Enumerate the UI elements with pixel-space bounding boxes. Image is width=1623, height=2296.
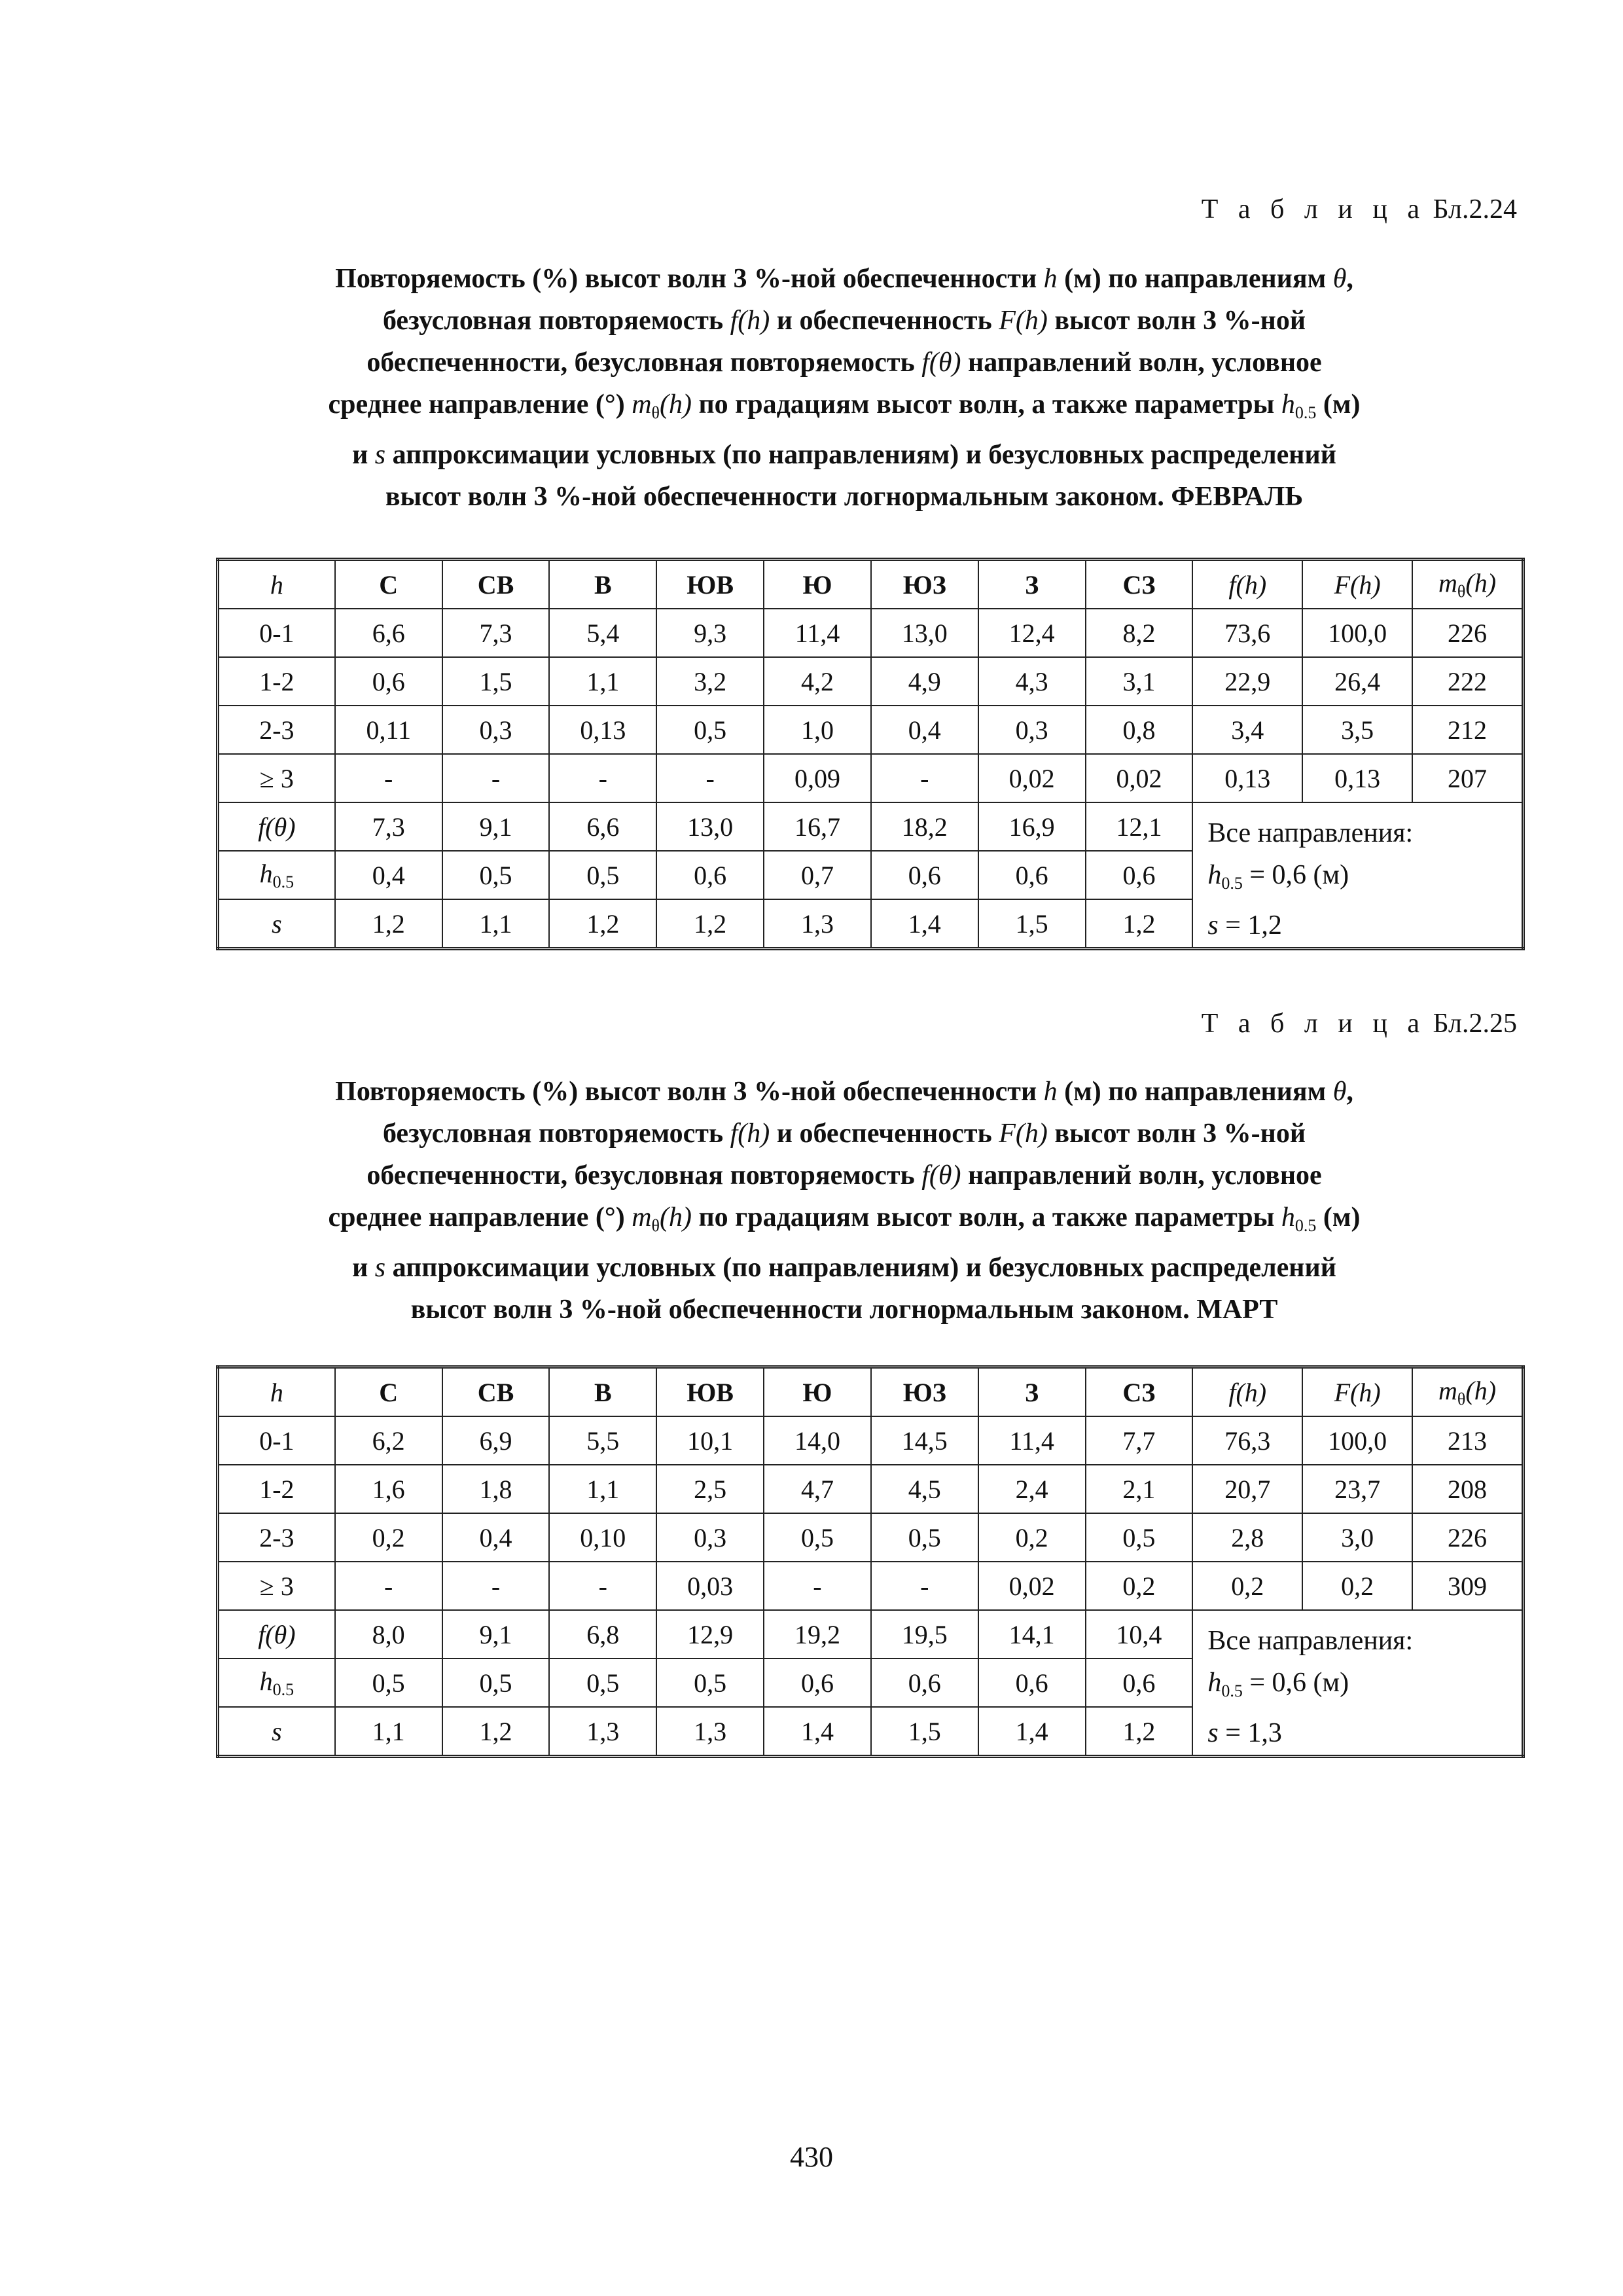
row-label: ≥ 3 bbox=[218, 1562, 335, 1610]
table-cell: 4,3 bbox=[978, 657, 1086, 706]
table-cell: 0,4 bbox=[442, 1513, 550, 1562]
table-header-row bbox=[218, 1367, 1524, 1417]
header-dir: ЮЗ bbox=[871, 560, 978, 609]
table-row bbox=[218, 1513, 1524, 1562]
all-directions-title: Все направления: bbox=[1207, 818, 1414, 848]
table-cell: 0,6 bbox=[978, 851, 1086, 899]
table-cell: 3,2 bbox=[656, 657, 764, 706]
table-cell: 1,2 bbox=[335, 899, 442, 949]
all-directions-h05: $h_{0.5} = 0,6$ (м) bbox=[1207, 860, 1349, 893]
table-cell: 0,3 bbox=[978, 706, 1086, 754]
table-cell: 0,2 bbox=[1302, 1562, 1412, 1610]
table-row bbox=[218, 1562, 1524, 1610]
table-cell: 0,6 bbox=[1086, 1659, 1193, 1707]
table-cell: 1,3 bbox=[764, 899, 871, 949]
table-cell: 0,13 bbox=[549, 706, 656, 754]
table-cell: 0,6 bbox=[764, 1659, 871, 1707]
table-cell: 2,1 bbox=[1086, 1465, 1193, 1513]
row-label: 0-1 bbox=[218, 1416, 335, 1465]
table-cell: 0,13 bbox=[1302, 754, 1412, 802]
table-cell: 1,1 bbox=[549, 1465, 656, 1513]
row-label: s bbox=[218, 1707, 335, 1757]
table-cell: 1,2 bbox=[549, 899, 656, 949]
table-cell: 11,4 bbox=[764, 609, 871, 657]
all-directions-h05: $h_{0.5} = 0,6$ (м) bbox=[1207, 1668, 1349, 1700]
table-cell: 0,6 bbox=[871, 1659, 978, 1707]
table-cell: 19,2 bbox=[764, 1610, 871, 1659]
table-cell: 0,02 bbox=[1086, 754, 1193, 802]
table-cell: 10,4 bbox=[1086, 1610, 1193, 1659]
table-row bbox=[218, 754, 1524, 802]
table-row bbox=[218, 1465, 1524, 1513]
all-directions-s: s = 1,3 bbox=[1207, 1718, 1282, 1748]
table-cell: 18,2 bbox=[871, 802, 978, 851]
table-cell: 0,5 bbox=[549, 1659, 656, 1707]
table-cell: 0,2 bbox=[1086, 1562, 1193, 1610]
table-cell: 6,6 bbox=[335, 609, 442, 657]
table-cell: 2,8 bbox=[1192, 1513, 1302, 1562]
table-cell: 5,5 bbox=[549, 1416, 656, 1465]
table-cell: 0,11 bbox=[335, 706, 442, 754]
table-cell: 1,2 bbox=[1086, 1707, 1193, 1757]
table-cell: 0,3 bbox=[442, 706, 550, 754]
table-caption: Повторяемость (%) высот волн 3 %-ной обеспеченности h (м) по направлениям θ, безусловная повторяемость f(h) и обеспеченность F(h) высот волн 3 %-ной обеспеченности, безусловная повторяемость f(θ) направлений волн, условное среднее направление (°) $m_\theta(h)$ по градациям высот волн, а также параметры $h_{0.5}$ (м) и s аппроксимации условных (по направлениям) и безусловных распределений высот волн 3 %-ной обеспеченности логнормальным законом. МАРТ bbox=[328, 1077, 1361, 1325]
table-cell: 23,7 bbox=[1302, 1465, 1412, 1513]
table-cell: 12,9 bbox=[656, 1610, 764, 1659]
table-cell: 213 bbox=[1412, 1416, 1523, 1465]
header-fh: f(h) bbox=[1192, 560, 1302, 609]
header-fh: f(h) bbox=[1192, 1367, 1302, 1417]
table-row-f-theta bbox=[218, 802, 1524, 851]
table-cell: 0,4 bbox=[871, 706, 978, 754]
table-cell: 76,3 bbox=[1192, 1416, 1302, 1465]
table-cell: 1,3 bbox=[656, 1707, 764, 1757]
table-cell: 22,9 bbox=[1192, 657, 1302, 706]
table-cell: 226 bbox=[1412, 609, 1523, 657]
header-m: $m_\theta(h)$ bbox=[1412, 1367, 1523, 1417]
table-cell: 0,3 bbox=[656, 1513, 764, 1562]
table-cell: 100,0 bbox=[1302, 609, 1412, 657]
table-cell: 6,9 bbox=[442, 1416, 550, 1465]
table-cell: 0,09 bbox=[764, 754, 871, 802]
row-label: 1-2 bbox=[218, 1465, 335, 1513]
table-cell: 16,7 bbox=[764, 802, 871, 851]
header-dir: СЗ bbox=[1086, 560, 1193, 609]
header-dir: ЮВ bbox=[656, 1367, 764, 1417]
table-cell: 9,1 bbox=[442, 1610, 550, 1659]
table-row bbox=[218, 706, 1524, 754]
table-cell: 1,1 bbox=[442, 899, 550, 949]
table-cell: 1,5 bbox=[442, 657, 550, 706]
table-cell: 1,5 bbox=[871, 1707, 978, 1757]
table-row bbox=[218, 657, 1524, 706]
table-cell: 207 bbox=[1412, 754, 1523, 802]
table-cell: 226 bbox=[1412, 1513, 1523, 1562]
table-cell: 0,02 bbox=[978, 1562, 1086, 1610]
table-cell: 1,1 bbox=[335, 1707, 442, 1757]
table-cell: 26,4 bbox=[1302, 657, 1412, 706]
table-cell: 0,5 bbox=[442, 851, 550, 899]
table-cell: 6,6 bbox=[549, 802, 656, 851]
table-cell: 14,0 bbox=[764, 1416, 871, 1465]
table-cell: 4,7 bbox=[764, 1465, 871, 1513]
table-cell: 1,4 bbox=[764, 1707, 871, 1757]
header-dir: ЮЗ bbox=[871, 1367, 978, 1417]
table-cell: 222 bbox=[1412, 657, 1523, 706]
table-cell: 0,6 bbox=[656, 851, 764, 899]
header-dir: СВ bbox=[442, 1367, 550, 1417]
table-cell: 4,9 bbox=[871, 657, 978, 706]
table-cell: 0,03 bbox=[656, 1562, 764, 1610]
table-cell: 0,2 bbox=[978, 1513, 1086, 1562]
table-cell: 0,02 bbox=[978, 754, 1086, 802]
table-row bbox=[218, 1416, 1524, 1465]
table-cell: 0,5 bbox=[1086, 1513, 1193, 1562]
table-cell: 309 bbox=[1412, 1562, 1523, 1610]
row-label: 2-3 bbox=[218, 706, 335, 754]
table-cell: 1,2 bbox=[656, 899, 764, 949]
table-row bbox=[218, 609, 1524, 657]
header-dir: Ю bbox=[764, 560, 871, 609]
table-cell: - bbox=[442, 754, 550, 802]
table-cell: 4,2 bbox=[764, 657, 871, 706]
table-cell: 14,5 bbox=[871, 1416, 978, 1465]
table-cell: 1,3 bbox=[549, 1707, 656, 1757]
row-label: s bbox=[218, 899, 335, 949]
table-cell: 8,2 bbox=[1086, 609, 1193, 657]
table-cell: 0,10 bbox=[549, 1513, 656, 1562]
header-Fh: F(h) bbox=[1302, 1367, 1412, 1417]
table-cell: 2,5 bbox=[656, 1465, 764, 1513]
table-cell: 0,8 bbox=[1086, 706, 1193, 754]
header-dir: В bbox=[549, 560, 656, 609]
table-cell: 13,0 bbox=[871, 609, 978, 657]
header-h: h bbox=[218, 560, 335, 609]
all-directions-s: s = 1,2 bbox=[1207, 910, 1282, 941]
table-cell: - bbox=[764, 1562, 871, 1610]
all-directions-summary bbox=[1192, 802, 1523, 949]
table-cell: 2,4 bbox=[978, 1465, 1086, 1513]
table-cell: - bbox=[335, 1562, 442, 1610]
table-cell: 7,7 bbox=[1086, 1416, 1193, 1465]
table-cell: 0,5 bbox=[549, 851, 656, 899]
table-cell: 212 bbox=[1412, 706, 1523, 754]
header-h: h bbox=[218, 1367, 335, 1417]
table-cell: 1,2 bbox=[442, 1707, 550, 1757]
header-dir: З bbox=[978, 560, 1086, 609]
row-label: ≥ 3 bbox=[218, 754, 335, 802]
table-cell: 13,0 bbox=[656, 802, 764, 851]
table-cell: 9,3 bbox=[656, 609, 764, 657]
header-dir: Ю bbox=[764, 1367, 871, 1417]
header-dir: С bbox=[335, 1367, 442, 1417]
header-dir: СЗ bbox=[1086, 1367, 1193, 1417]
header-Fh: F(h) bbox=[1302, 560, 1412, 609]
row-label: $h_{0.5}$ bbox=[218, 1659, 335, 1707]
row-label: 1-2 bbox=[218, 657, 335, 706]
table-cell: 0,5 bbox=[656, 706, 764, 754]
table-cell: 0,2 bbox=[335, 1513, 442, 1562]
table-cell: 1,2 bbox=[1086, 899, 1193, 949]
table-cell: 0,6 bbox=[335, 657, 442, 706]
header-dir: З bbox=[978, 1367, 1086, 1417]
all-directions-summary bbox=[1192, 1610, 1523, 1757]
table-cell: 3,4 bbox=[1192, 706, 1302, 754]
table-cell: 1,5 bbox=[978, 899, 1086, 949]
table-label: Т а б л и ц а Бл.2.24 bbox=[1201, 194, 1517, 224]
table-cell: - bbox=[549, 754, 656, 802]
table-cell: - bbox=[335, 754, 442, 802]
table-cell: 6,8 bbox=[549, 1610, 656, 1659]
table-cell: 0,6 bbox=[1086, 851, 1193, 899]
row-label: 0-1 bbox=[218, 609, 335, 657]
table-cell: 7,3 bbox=[442, 609, 550, 657]
table-cell: 3,1 bbox=[1086, 657, 1193, 706]
table-cell: 1,6 bbox=[335, 1465, 442, 1513]
wave-height-table bbox=[216, 1365, 1525, 1758]
table-cell: - bbox=[871, 754, 978, 802]
table-cell: 4,5 bbox=[871, 1465, 978, 1513]
table-cell: 0,5 bbox=[656, 1659, 764, 1707]
table-cell: - bbox=[549, 1562, 656, 1610]
table-cell: 5,4 bbox=[549, 609, 656, 657]
all-directions-title: Все направления: bbox=[1207, 1626, 1414, 1656]
table-cell: 9,1 bbox=[442, 802, 550, 851]
table-cell: 11,4 bbox=[978, 1416, 1086, 1465]
table-cell: 12,1 bbox=[1086, 802, 1193, 851]
page-number: 430 bbox=[790, 2141, 833, 2173]
table-cell: 7,3 bbox=[335, 802, 442, 851]
table-cell: 1,4 bbox=[871, 899, 978, 949]
table-cell: 3,0 bbox=[1302, 1513, 1412, 1562]
table-caption: Повторяемость (%) высот волн 3 %-ной обеспеченности h (м) по направлениям θ, безусловная повторяемость f(h) и обеспеченность F(h) высот волн 3 %-ной обеспеченности, безусловная повторяемость f(θ) направлений волн, условное среднее направление (°) $m_\theta(h)$ по градациям высот волн, а также параметры $h_{0.5}$ (м) и s аппроксимации условных (по направлениям) и безусловных распределений высот волн 3 %-ной обеспеченности логнормальным законом. ФЕВРАЛЬ bbox=[328, 264, 1361, 512]
header-m: $m_\theta(h)$ bbox=[1412, 560, 1523, 609]
table-cell: 20,7 bbox=[1192, 1465, 1302, 1513]
table-cell: 73,6 bbox=[1192, 609, 1302, 657]
table-cell: 100,0 bbox=[1302, 1416, 1412, 1465]
table-cell: 0,5 bbox=[335, 1659, 442, 1707]
table-header-row bbox=[218, 560, 1524, 609]
table-cell: 0,4 bbox=[335, 851, 442, 899]
row-label: $h_{0.5}$ bbox=[218, 851, 335, 899]
table-cell: 0,6 bbox=[871, 851, 978, 899]
table-cell: 14,1 bbox=[978, 1610, 1086, 1659]
table-cell: 0,6 bbox=[978, 1659, 1086, 1707]
table-label: Т а б л и ц а Бл.2.25 bbox=[1201, 1009, 1517, 1039]
table-cell: 0,5 bbox=[764, 1513, 871, 1562]
table-cell: - bbox=[871, 1562, 978, 1610]
table-cell: 1,4 bbox=[978, 1707, 1086, 1757]
table-cell: 3,5 bbox=[1302, 706, 1412, 754]
table-cell: 10,1 bbox=[656, 1416, 764, 1465]
table-cell: 0,7 bbox=[764, 851, 871, 899]
table-cell: 1,0 bbox=[764, 706, 871, 754]
table-cell: 208 bbox=[1412, 1465, 1523, 1513]
row-label: f(θ) bbox=[218, 1610, 335, 1659]
row-label: 2-3 bbox=[218, 1513, 335, 1562]
header-dir: ЮВ bbox=[656, 560, 764, 609]
table-cell: 0,13 bbox=[1192, 754, 1302, 802]
row-label: f(θ) bbox=[218, 802, 335, 851]
table-cell: 6,2 bbox=[335, 1416, 442, 1465]
table-cell: 1,8 bbox=[442, 1465, 550, 1513]
table-cell: 19,5 bbox=[871, 1610, 978, 1659]
header-dir: С bbox=[335, 560, 442, 609]
table-cell: 0,5 bbox=[442, 1659, 550, 1707]
table-cell: 1,1 bbox=[549, 657, 656, 706]
table-cell: 0,2 bbox=[1192, 1562, 1302, 1610]
table-cell: 12,4 bbox=[978, 609, 1086, 657]
header-dir: В bbox=[549, 1367, 656, 1417]
table-row-f-theta bbox=[218, 1610, 1524, 1659]
table-cell: 0,5 bbox=[871, 1513, 978, 1562]
table-cell: - bbox=[442, 1562, 550, 1610]
table-cell: 16,9 bbox=[978, 802, 1086, 851]
wave-height-table bbox=[216, 558, 1525, 950]
table-cell: - bbox=[656, 754, 764, 802]
header-dir: СВ bbox=[442, 560, 550, 609]
table-cell: 8,0 bbox=[335, 1610, 442, 1659]
